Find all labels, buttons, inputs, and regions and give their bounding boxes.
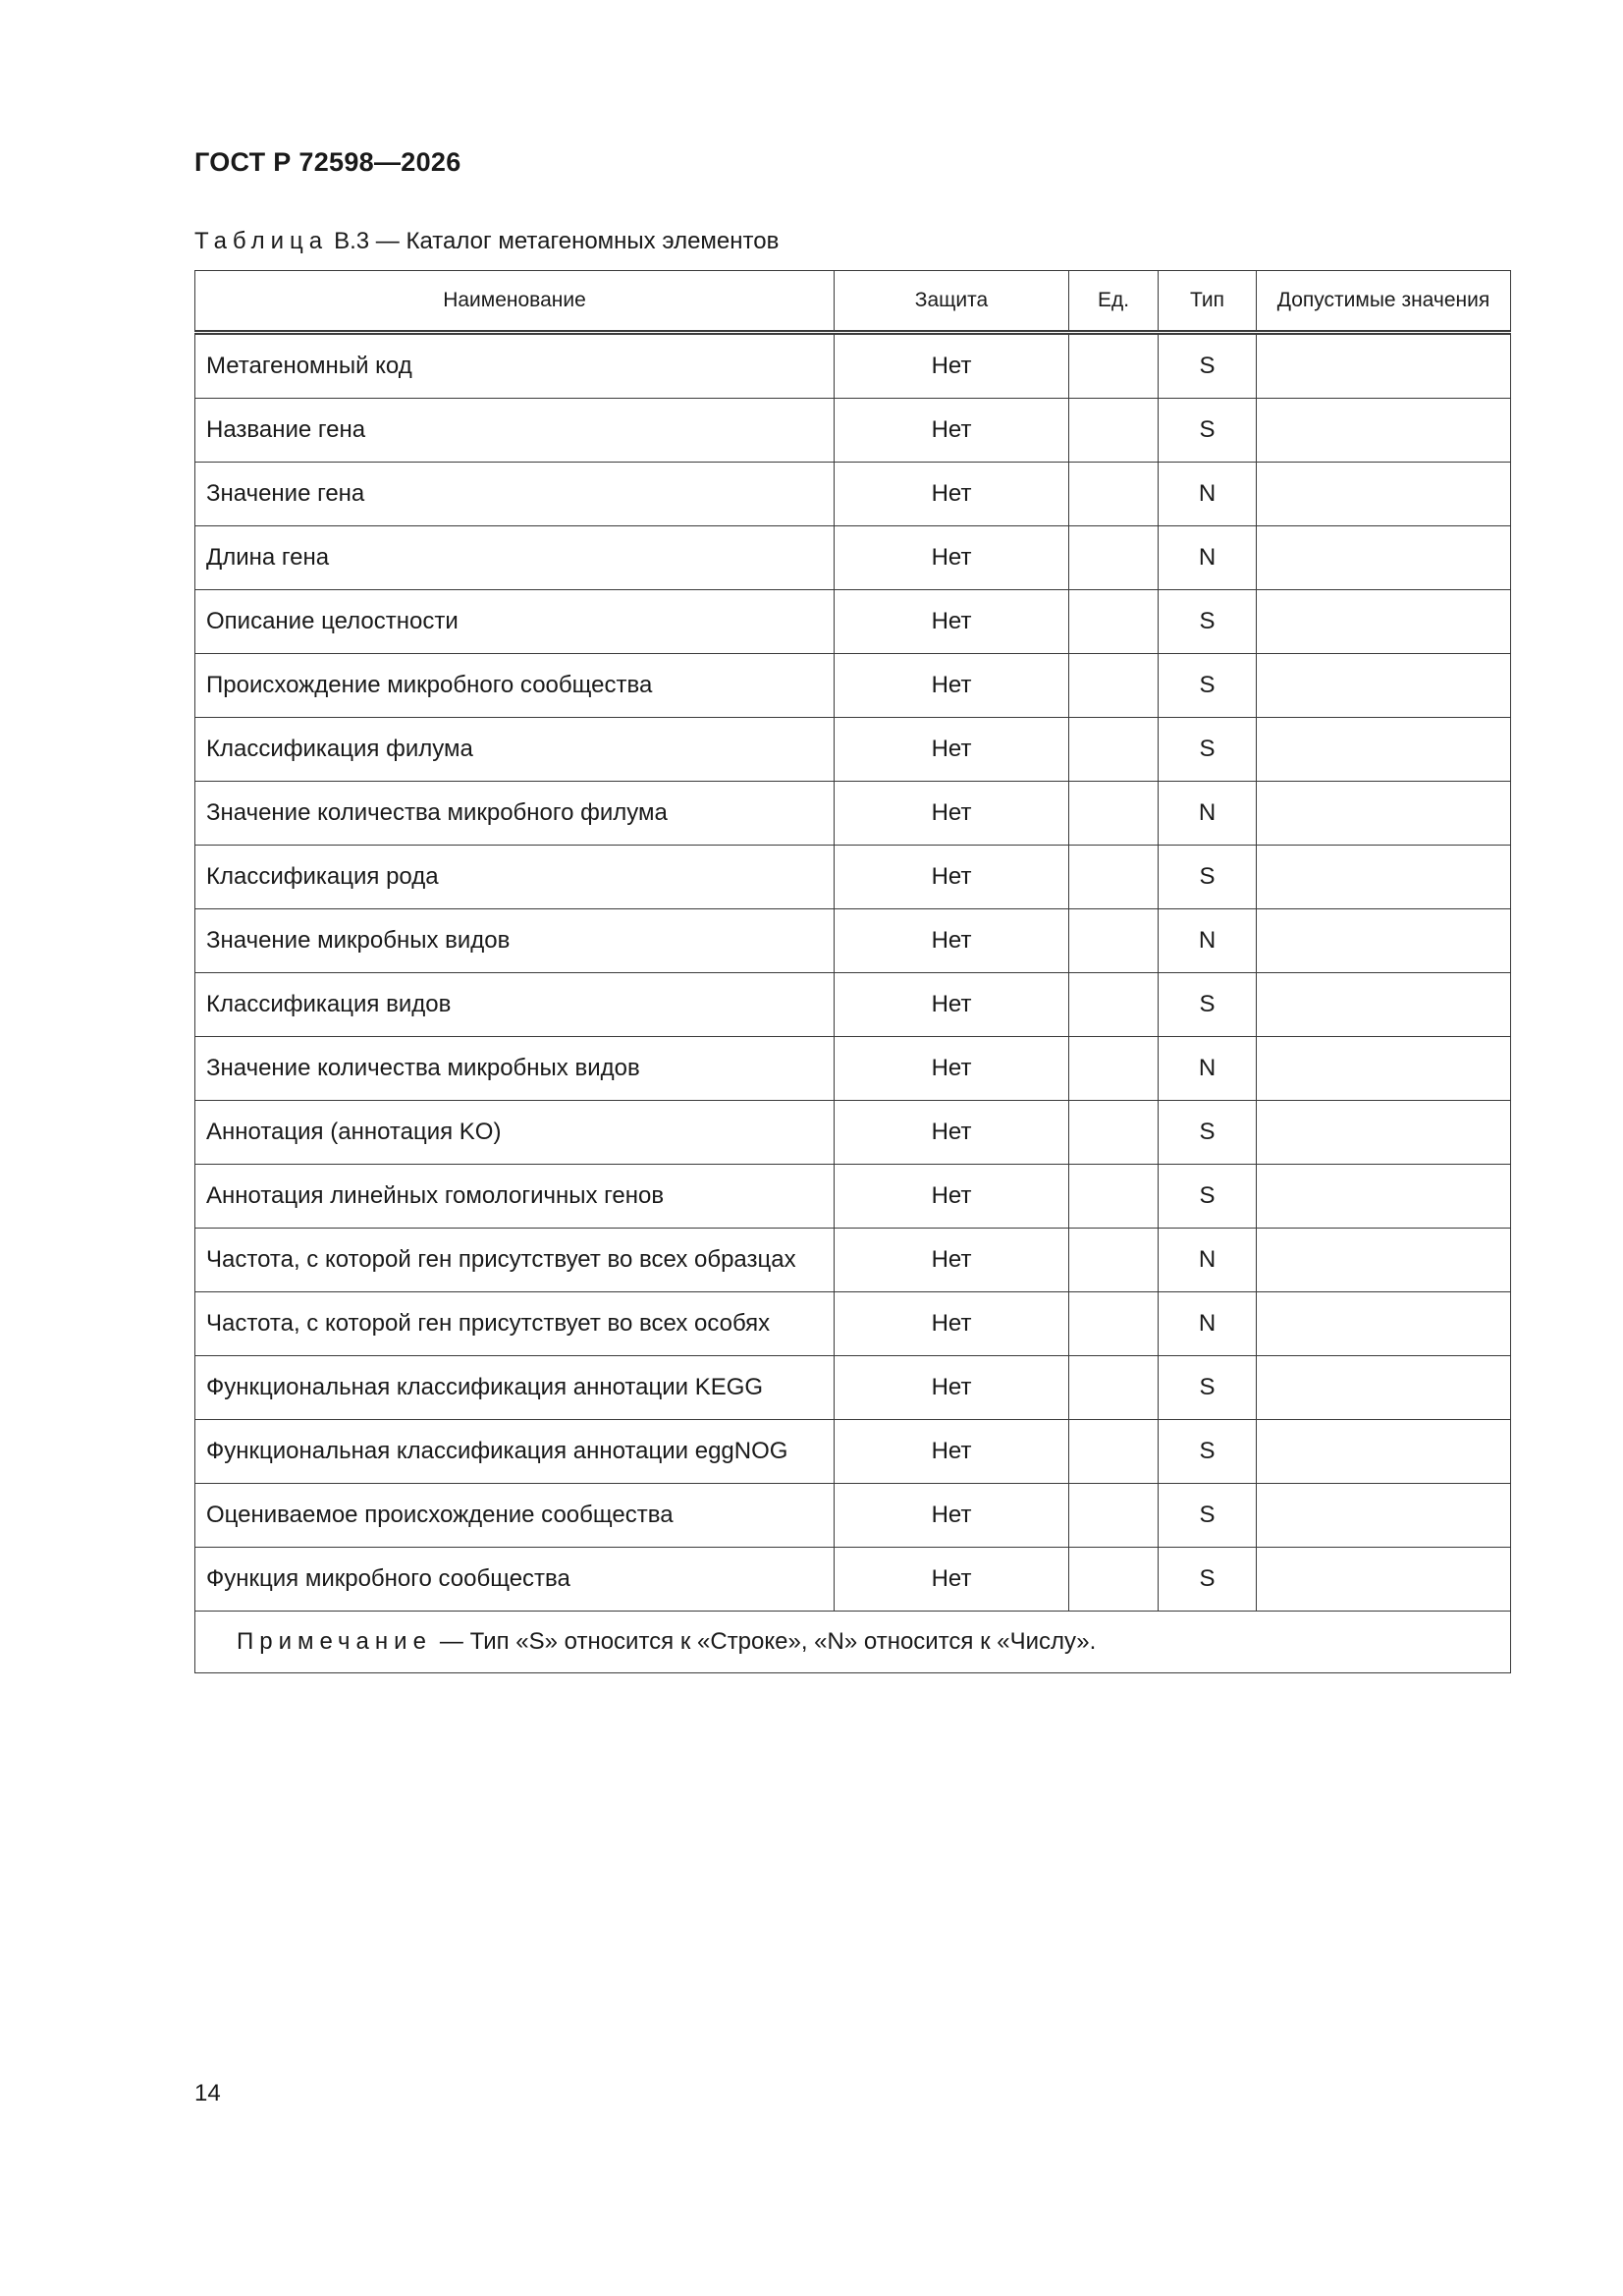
table-row [195,1484,1511,1548]
table-header-row [195,271,1511,333]
cell-unit [1069,1420,1159,1484]
cell-type: N [1159,909,1257,973]
cell-allowed-values [1257,718,1511,782]
cell-allowed-values [1257,463,1511,526]
table-row [195,526,1511,590]
cell-protection: Нет [835,463,1069,526]
cell-name: Функция микробного сообщества [195,1548,835,1612]
table-caption-prefix: Таблица [194,228,329,254]
cell-allowed-values [1257,1292,1511,1356]
cell-unit [1069,1292,1159,1356]
cell-unit [1069,782,1159,846]
table-row [195,654,1511,718]
cell-name: Классификация рода [195,846,835,909]
table-row [195,718,1511,782]
cell-type: S [1159,1165,1257,1229]
cell-unit [1069,1101,1159,1165]
table-row [195,1420,1511,1484]
table-row [195,782,1511,846]
cell-name: Значение количества микробного филума [195,782,835,846]
cell-unit [1069,463,1159,526]
cell-unit [1069,909,1159,973]
cell-type: S [1159,1420,1257,1484]
table-row [195,973,1511,1037]
cell-allowed-values [1257,1101,1511,1165]
cell-allowed-values [1257,846,1511,909]
cell-protection: Нет [835,1037,1069,1101]
table-row [195,1548,1511,1612]
cell-type: N [1159,1229,1257,1292]
cell-unit [1069,1229,1159,1292]
cell-allowed-values [1257,973,1511,1037]
cell-name: Классификация видов [195,973,835,1037]
column-header-unit: Ед. [1069,271,1159,333]
cell-protection: Нет [835,526,1069,590]
cell-name: Описание целостности [195,590,835,654]
cell-type: S [1159,1101,1257,1165]
cell-protection: Нет [835,1356,1069,1420]
cell-type: N [1159,1037,1257,1101]
cell-protection: Нет [835,399,1069,463]
cell-protection: Нет [835,1548,1069,1612]
cell-name: Функциональная классификация аннотации KEGG [195,1356,835,1420]
cell-protection: Нет [835,973,1069,1037]
cell-allowed-values [1257,782,1511,846]
table-body [195,333,1511,1612]
cell-protection: Нет [835,1101,1069,1165]
table-caption-text: В.3 — Каталог метагеномных элементов [334,228,780,254]
table-note-prefix: Примечание [237,1628,432,1655]
cell-protection: Нет [835,782,1069,846]
cell-allowed-values [1257,399,1511,463]
cell-unit [1069,654,1159,718]
cell-type: S [1159,846,1257,909]
cell-protection: Нет [835,333,1069,399]
table-note-row [195,1612,1511,1673]
cell-protection: Нет [835,1420,1069,1484]
cell-protection: Нет [835,654,1069,718]
metagenomic-catalog-table [194,270,1511,1673]
cell-name: Длина гена [195,526,835,590]
table-row [195,590,1511,654]
cell-unit [1069,1356,1159,1420]
cell-type: S [1159,1484,1257,1548]
table-row [195,1165,1511,1229]
cell-protection: Нет [835,846,1069,909]
cell-type: S [1159,1356,1257,1420]
table-caption [194,228,779,255]
cell-type: S [1159,1548,1257,1612]
cell-unit [1069,1165,1159,1229]
table-row [195,463,1511,526]
table-note [195,1612,1511,1673]
table-row [195,909,1511,973]
cell-unit [1069,333,1159,399]
table-row [195,1101,1511,1165]
cell-protection: Нет [835,1292,1069,1356]
cell-type: S [1159,654,1257,718]
table-note-text: — Тип «S» относится к «Строке», «N» относится к «Числу». [439,1628,1097,1655]
cell-allowed-values [1257,654,1511,718]
cell-protection: Нет [835,1165,1069,1229]
cell-name: Название гена [195,399,835,463]
cell-name: Оцениваемое происхождение сообщества [195,1484,835,1548]
cell-name: Аннотация линейных гомологичных генов [195,1165,835,1229]
cell-name: Происхождение микробного сообщества [195,654,835,718]
cell-type: S [1159,333,1257,399]
cell-allowed-values [1257,1548,1511,1612]
cell-name: Функциональная классификация аннотации eggNOG [195,1420,835,1484]
cell-name: Классификация филума [195,718,835,782]
cell-type: N [1159,782,1257,846]
cell-type: S [1159,590,1257,654]
cell-allowed-values [1257,1165,1511,1229]
cell-protection: Нет [835,1484,1069,1548]
cell-allowed-values [1257,590,1511,654]
cell-name: Метагеномный код [195,333,835,399]
cell-name: Значение гена [195,463,835,526]
cell-allowed-values [1257,1484,1511,1548]
cell-unit [1069,1484,1159,1548]
cell-allowed-values [1257,333,1511,399]
column-header-type: Тип [1159,271,1257,333]
cell-protection: Нет [835,590,1069,654]
cell-name: Значение микробных видов [195,909,835,973]
table-row [195,846,1511,909]
cell-unit [1069,526,1159,590]
cell-name: Аннотация (аннотация KO) [195,1101,835,1165]
cell-protection: Нет [835,718,1069,782]
cell-unit [1069,718,1159,782]
cell-allowed-values [1257,1037,1511,1101]
cell-type: S [1159,973,1257,1037]
cell-protection: Нет [835,1229,1069,1292]
cell-protection: Нет [835,909,1069,973]
cell-type: N [1159,526,1257,590]
cell-unit [1069,846,1159,909]
cell-type: S [1159,718,1257,782]
table-row [195,1037,1511,1101]
cell-type: S [1159,399,1257,463]
cell-allowed-values [1257,526,1511,590]
cell-name: Частота, с которой ген присутствует во всех образцах [195,1229,835,1292]
cell-unit [1069,399,1159,463]
column-header-name: Наименование [195,271,835,333]
cell-allowed-values [1257,909,1511,973]
cell-allowed-values [1257,1229,1511,1292]
table-row [195,399,1511,463]
table-row [195,333,1511,399]
cell-allowed-values [1257,1356,1511,1420]
table-row [195,1356,1511,1420]
cell-unit [1069,1037,1159,1101]
cell-name: Частота, с которой ген присутствует во всех особях [195,1292,835,1356]
cell-unit [1069,973,1159,1037]
cell-unit [1069,1548,1159,1612]
table-row [195,1229,1511,1292]
table-row [195,1292,1511,1356]
cell-type: N [1159,1292,1257,1356]
column-header-allowed-values: Допустимые значения [1257,271,1511,333]
cell-unit [1069,590,1159,654]
column-header-protection: Защита [835,271,1069,333]
cell-name: Значение количества микробных видов [195,1037,835,1101]
cell-type: N [1159,463,1257,526]
page-number: 14 [194,2080,221,2106]
cell-allowed-values [1257,1420,1511,1484]
document-header: ГОСТ Р 72598—2026 [194,147,461,177]
